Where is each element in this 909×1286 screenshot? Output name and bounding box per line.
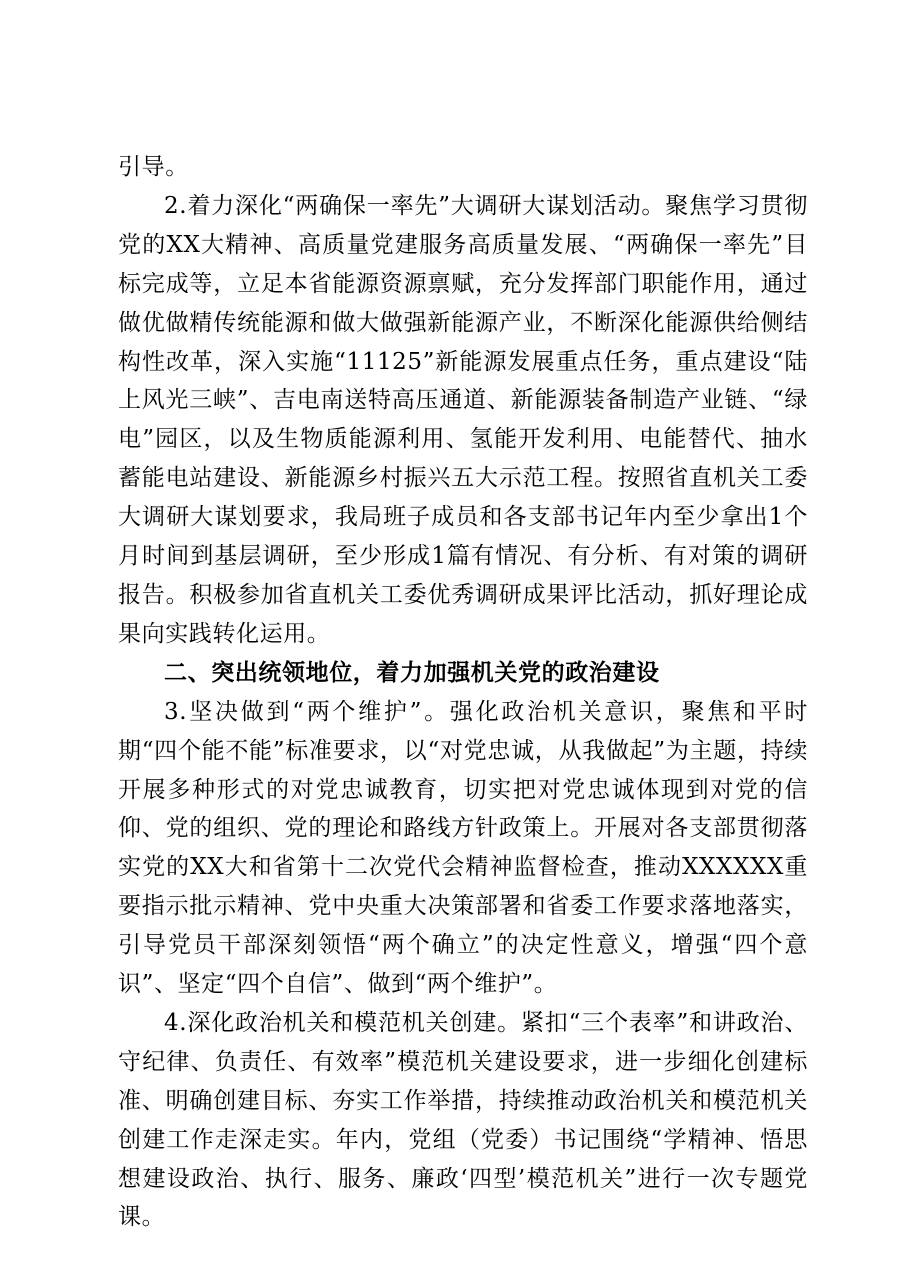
paragraph-item-2: 2.着力深化“两确保一率先”大调研大谋划活动。聚焦学习贯彻党的XX大精神、高质量党建服务高质量发展、“两确保一率先”目标完成等，立足本省能源资源禀赋，充分发挥部门职能作用，通过做优做精传统能源和做大做强新能源产业，不断深化能源供给侧结构性改革，深入实施“11125”新能源发展重点任务，重点建设“陆上风光三峡”、吉电南送特高压通道、新能源装备制造产业链、“绿电”园区，以及生物质能源利用、氢能开发利用、电能替代、抽水蓄能电站建设、新能源乡村振兴五大示范工程。按照省直机关工委大调研大谋划要求，我局班子成员和各支部书记年内至少拿出1个月时间到基层调研，至少形成1篇有情况、有分析、有对策的调研报告。积极参加省直机关工委优秀调研成果评比活动，抓好理论成果向实践转化运用。 [118,192,808,647]
paragraph-continuation: 引导。 [118,154,189,180]
document-body [118,148,808,1237]
paragraph-item-4: 4.深化政治机关和模范机关创建。紧扣“三个表率”和讲政治、守纪律、负责任、有效率”模范机关建设要求，进一步细化创建标准、明确创建目标、夯实工作举措，持续推动政治机关和模范机关创建工作走深走实。年内，党组（党委）书记围绕“学精神、悟思想建设政治、执行、服务、廉政‘四型’模范机关”进行一次专题党课。 [118,1009,808,1231]
section-heading-2: 二、突出统领地位，着力加强机关党的政治建设 [164,659,660,686]
paragraph-item-3: 3.坚决做到“两个维护”。强化政治机关意识，聚焦和平时期“四个能不能”标准要求，以“对党忠诚，从我做起”为主题，持续开展多种形式的对党忠诚教育，切实把对党忠诚体现到对党的信仰、党的组织、党的理论和路线方针政策上。开展对各支部贯彻落实党的XX大和省第十二次党代会精神监督检查，推动XXXXXX重要指示批示精神、党中央重大决策部署和省委工作要求落地落实，引导党员干部深刻领悟“两个确立”的决定性意义，增强“四个意识”、坚定“四个自信”、做到“两个维护”。 [118,698,808,998]
